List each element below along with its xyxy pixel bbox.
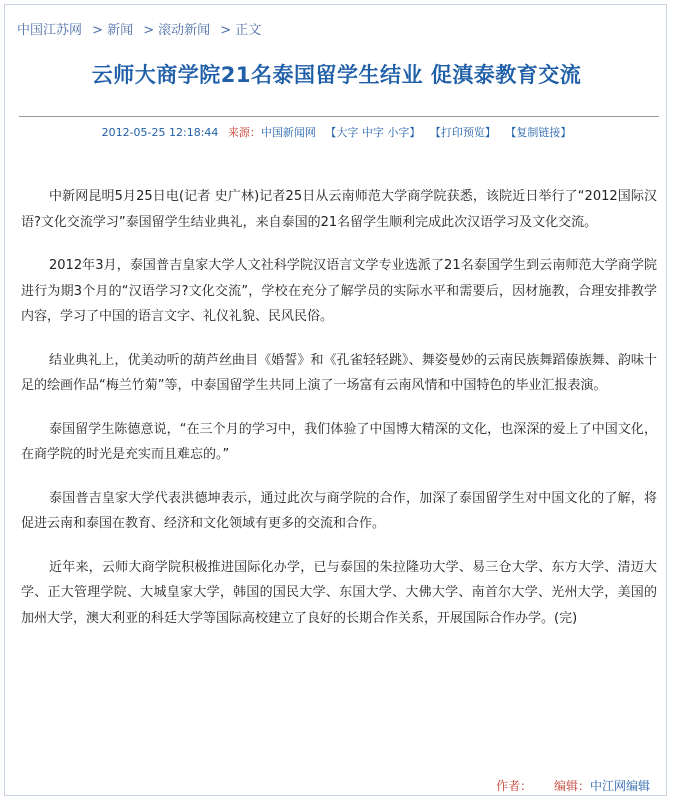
source-link[interactable]: 中国新闻网 xyxy=(260,126,316,139)
article-paragraph: 中新网昆明5月25日电(记者 史广林)记者25日从云南师范大学商学院获悉，该院近日举行了“2012国际汉语?文化交流学习”泰国留学生结业典礼，来自泰国的21名留学生顺利完成此次汉语学习及文化交流。 xyxy=(21,189,657,230)
copy-link-group: 【复制链接】 xyxy=(505,126,572,139)
breadcrumb-separator: > xyxy=(220,23,232,38)
editor-value: 中江网编辑 xyxy=(589,779,650,793)
publish-datetime: 2012-05-25 12:18:44 xyxy=(101,126,219,139)
article-paragraph: 近年来，云师大商学院积极推进国际化办学，已与泰国的朱拉隆功大学、易三仓大学、东方大学、清迈大学、正大管理学院、大城皇家大学，韩国的国民大学、东国大学、大佛大学、南首尔大学、光州大学，美国的加州大学，澳大利亚的科廷大学等国际高校建立了良好的长期合作关系，开展国际合作办学。(完) xyxy=(21,559,657,626)
article-title: 云师大商学院21名泰国留学生结业 促滇泰教育交流 xyxy=(91,63,582,87)
article-body xyxy=(21,184,657,649)
breadcrumb-rolling-news-link[interactable]: 滚动新闻 xyxy=(158,23,211,38)
article-paragraph: 泰国普吉皇家大学代表洪德坤表示，通过此次与商学院的合作，加深了泰国留学生对中国文化的了解，将促进云南和泰国在教育、经济和文化领域有更多的交流和合作。 xyxy=(21,490,657,531)
font-size-large-link[interactable]: 大字 xyxy=(336,126,359,139)
article-meta xyxy=(5,124,668,140)
print-preview-group: 【打印预览】 xyxy=(429,126,496,139)
font-size-controls: 【大字 中字 小字】 xyxy=(325,126,421,139)
article-paragraph: 结业典礼上，优美动听的葫芦丝曲目《婚誓》和《孔雀轻轻跳》、舞姿曼妙的云南民族舞蹈傣族舞、韵味十足的绘画作品“梅兰竹菊”等，中泰国留学生共同上演了一场富有云南风情和中国特色的毕业汇报表演。 xyxy=(21,352,657,393)
breadcrumb-current: 正文 xyxy=(235,23,262,38)
breadcrumb xyxy=(17,19,261,38)
font-size-small-link[interactable]: 小字 xyxy=(387,126,410,139)
article-footer xyxy=(496,777,650,794)
article-paragraph: 泰国留学生陈德意说，“在三个月的学习中，我们体验了中国博大精深的文化，也深深的爱上了中国文化，在商学院的时光是充实而且难忘的。” xyxy=(21,421,657,462)
editor-label: 编辑： xyxy=(553,779,590,793)
breadcrumb-separator: > xyxy=(143,23,155,38)
title-divider xyxy=(19,116,659,117)
breadcrumb-separator: > xyxy=(92,23,104,38)
copy-link-link[interactable]: 复制链接 xyxy=(516,126,561,139)
source-label: 来源： xyxy=(227,126,261,139)
breadcrumb-news-link[interactable]: 新闻 xyxy=(107,23,134,38)
article-paragraph: 2012年3月，泰国普吉皇家大学人文社科学院汉语言文学专业选派了21名泰国学生到云南师范大学商学院进行为期3个月的“汉语学习?文化交流”，学校在充分了解学员的实际水平和需要后，因材施教，合理安排教学内容，学习了中国的语言文字、礼仪礼貌、民风民俗。 xyxy=(21,258,657,324)
breadcrumb-home-link[interactable]: 中国江苏网 xyxy=(17,23,83,38)
print-preview-link[interactable]: 打印预览 xyxy=(440,126,485,139)
author-label: 作者： xyxy=(496,779,533,793)
font-size-medium-link[interactable]: 中字 xyxy=(361,126,384,139)
content-frame xyxy=(4,4,667,796)
